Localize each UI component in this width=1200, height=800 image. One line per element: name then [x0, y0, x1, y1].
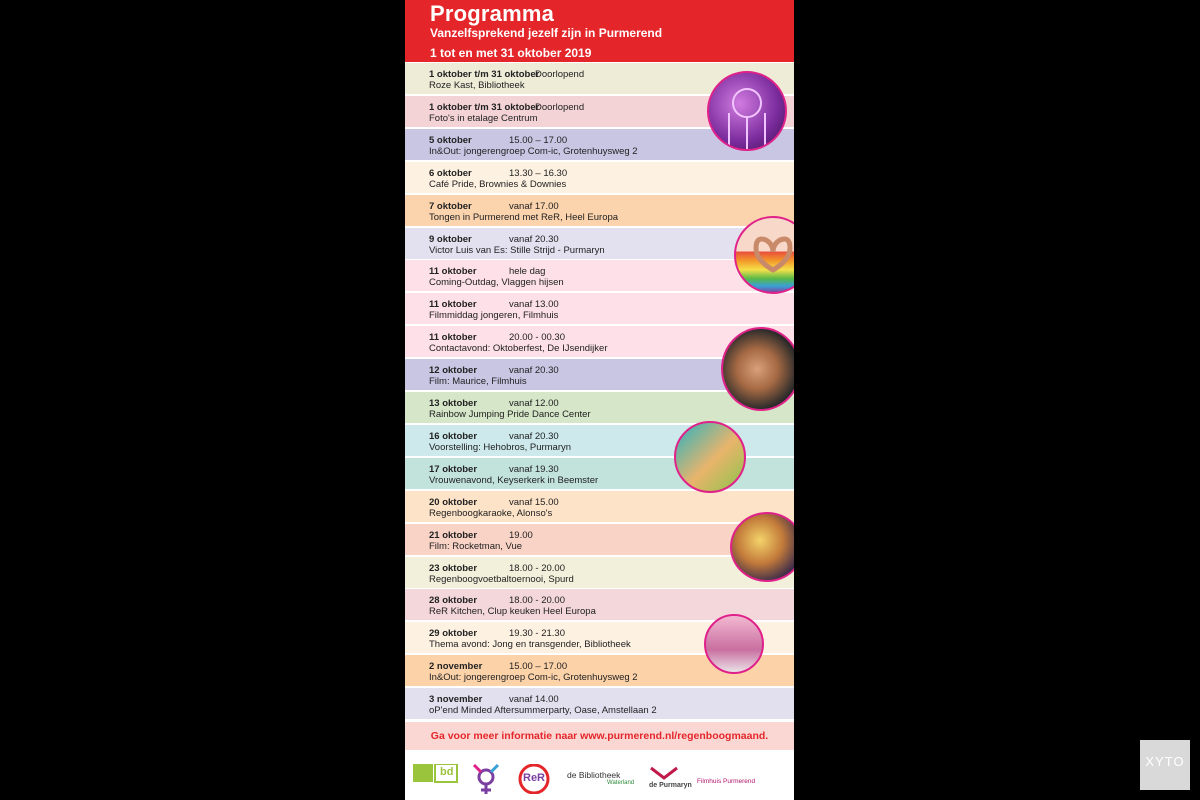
- event-time: vanaf 15.00: [509, 496, 559, 508]
- event-date: 12 oktober: [429, 365, 478, 377]
- event-time: Doorlopend: [535, 101, 585, 113]
- event-description: In&Out: jongerengroep Com-ic, Grotenhuysweg 2: [429, 672, 638, 684]
- event-time: 18.00 - 20.00: [509, 595, 565, 607]
- sponsor-logos: [405, 756, 794, 800]
- event-date: 13 oktober: [429, 398, 478, 409]
- bibliotheek-logo: de Bibliotheek Waterland: [567, 770, 635, 786]
- event-row: [405, 688, 794, 719]
- event-date: 2 november: [429, 661, 483, 673]
- event-date: 28 oktober: [429, 595, 478, 607]
- poster-header: [405, 0, 794, 62]
- event-description: oP'end Minded Aftersummerparty, Oase, Amstellaan 2: [429, 705, 657, 717]
- poster-subtitle: Vanzelfsprekend jezelf zijn in Purmerend: [430, 26, 663, 40]
- event-date: 11 oktober: [429, 299, 477, 311]
- event-row: [405, 195, 794, 226]
- event-time: 15.00 – 17.00: [509, 134, 568, 146]
- more-info-link[interactable]: Ga voor meer informatie naar www.purmerend.nl/regenboogmaand.: [405, 722, 794, 750]
- event-time: vanaf 20.30: [509, 233, 559, 245]
- library-photo: [704, 614, 764, 674]
- event-time: 13.30 – 16.30: [509, 167, 568, 179]
- event-description: Roze Kast, Bibliotheek: [429, 80, 525, 91]
- event-time: vanaf 17.00: [509, 200, 559, 212]
- event-date: 7 oktober: [429, 200, 472, 212]
- event-description: Victor Luis van Es: Stille Strijd - Purmaryn: [429, 244, 605, 256]
- event-description: In&Out: jongerengroep Com-ic, Grotenhuysweg 2: [429, 145, 638, 157]
- event-description: Regenboogkaraoke, Alonso's: [429, 507, 553, 519]
- event-time: Doorlopend: [535, 69, 585, 80]
- event-description: Thema avond: Jong en transgender, Bibliotheek: [429, 639, 631, 651]
- event-date: 16 oktober: [429, 430, 478, 442]
- rer-logo: ReR: [515, 764, 553, 796]
- event-time: vanaf 20.30: [509, 365, 559, 377]
- event-date: 9 oktober: [429, 233, 472, 245]
- event-description: Coming-Outdag, Vlaggen hijsen: [429, 277, 564, 289]
- filmhuis-logo: Filmhuis Purmerend: [697, 778, 756, 785]
- event-description: Regenboogvoetbaltoernooi, Spurd: [429, 573, 574, 585]
- event-date: 1 oktober t/m 31 oktober: [429, 101, 540, 113]
- event-date: 17 oktober: [429, 463, 478, 475]
- event-description: Foto's in etalage Centrum: [429, 112, 538, 124]
- event-time: vanaf 19.30: [509, 463, 559, 475]
- event-row: [405, 293, 794, 324]
- event-date: 6 oktober: [429, 167, 472, 179]
- purmaryn-logo: de Purmaryn: [649, 766, 692, 789]
- event-description: Filmmiddag jongeren, Filmhuis: [429, 310, 559, 322]
- event-description: Café Pride, Brownies & Downies: [429, 178, 567, 190]
- church-window-photo: [707, 71, 787, 151]
- event-time: 18.00 - 20.00: [509, 562, 565, 574]
- event-date: 21 oktober: [429, 529, 478, 541]
- gender-symbol-logo: [471, 764, 501, 798]
- event-row: [405, 491, 794, 522]
- event-date: 23 oktober: [429, 562, 478, 574]
- event-time: 20.00 - 00.30: [509, 332, 565, 344]
- event-description: Contactavond: Oktoberfest, De IJsendijker: [429, 343, 608, 355]
- event-date: 29 oktober: [429, 628, 478, 640]
- window-icon: [709, 73, 785, 149]
- event-time: hele dag: [509, 266, 546, 278]
- program-poster: [405, 0, 794, 800]
- poster-title: Programma: [430, 1, 555, 26]
- maurice-film-photo: [721, 327, 794, 411]
- event-date: 11 oktober: [429, 332, 477, 344]
- event-description: Voorstelling: Hehobros, Purmaryn: [429, 441, 572, 453]
- event-date: 1 oktober t/m 31 oktober: [429, 69, 540, 80]
- event-time: vanaf 12.00: [509, 398, 559, 409]
- transgender-icon: [471, 764, 501, 796]
- hehobros-photo: [674, 421, 746, 493]
- event-date: 11 oktober: [429, 266, 477, 278]
- event-time: vanaf 20.30: [509, 430, 559, 442]
- event-description: Vrouwenavond, Keyserkerk in Beemster: [429, 474, 599, 486]
- event-time: 15.00 – 17.00: [509, 661, 568, 673]
- event-time: vanaf 14.00: [509, 694, 559, 706]
- event-date: 20 oktober: [429, 496, 478, 508]
- rocketman-photo: [730, 512, 794, 582]
- event-description: Rainbow Jumping Pride Dance Center: [429, 409, 591, 420]
- event-description: ReR Kitchen, Clup keuken Heel Europa: [429, 606, 596, 618]
- event-description: Film: Maurice, Filmhuis: [429, 376, 527, 388]
- event-row: [405, 162, 794, 193]
- event-time: vanaf 13.00: [509, 299, 559, 311]
- event-description: Tongen in Purmerend met ReR, Heel Europa: [429, 211, 619, 223]
- event-description: Film: Rocketman, Vue: [429, 540, 523, 552]
- purmaryn-icon: [649, 766, 679, 780]
- heart-icon: [736, 218, 794, 292]
- event-date: 3 november: [429, 694, 483, 706]
- event-time: 19.00: [509, 529, 533, 541]
- event-time: 19.30 - 21.30: [509, 628, 565, 640]
- poster-dates: 1 tot en met 31 oktober 2019: [430, 46, 592, 60]
- event-date: 5 oktober: [429, 134, 472, 146]
- xyto-watermark: XYTO: [1140, 740, 1190, 790]
- bd-logo: bd: [413, 764, 459, 792]
